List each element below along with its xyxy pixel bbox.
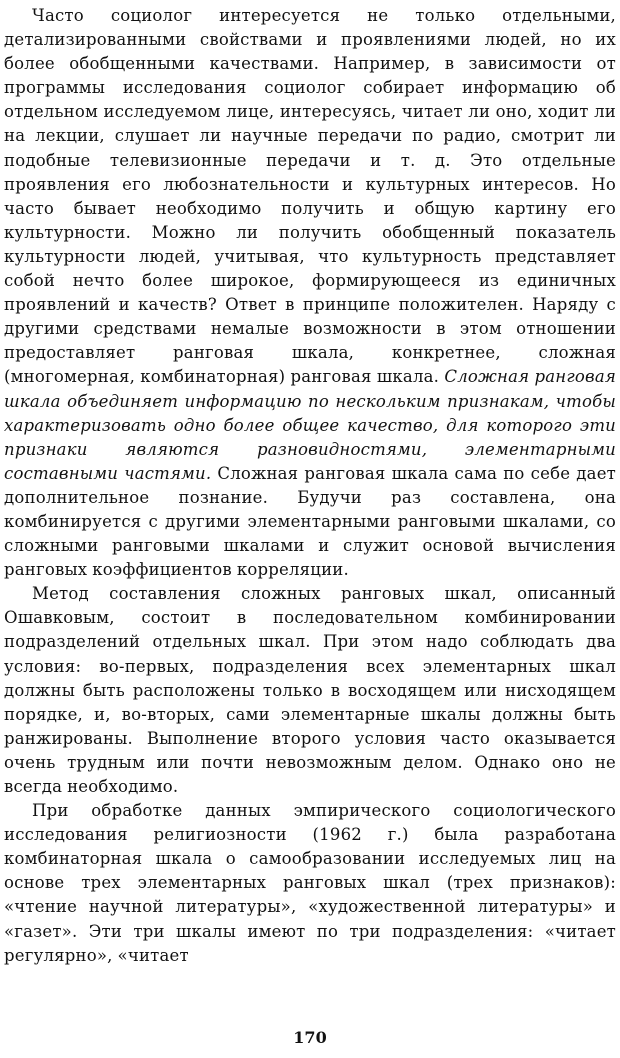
page-number: 170 (293, 1028, 327, 1047)
paragraph-2: Метод составления сложных ранговых шкал, описанный Ошавковым, состоит в последовательном комбинировании подразделений отдельных шкал. При этом надо соблюдать два условия: во-первых, подразделения всех элементарных шкал должны быть расположены только в восходящем или нисходящем порядке, и, во-вторых, сами элементарные шкалы должны быть ранжированы. Выполнение второго условия часто оказывается очень трудным или почти невозможным делом. Однако оно не всегда необходимо. (4, 584, 616, 796)
paragraph-1 (4, 4, 616, 582)
paragraph-1-text-start: Часто социолог интересуется не только отдельными, детализированными свойствами и проявлениями людей, но их более обобщенными качествами. Например, в зависимости от программы исследования социолог собирает информацию об отдельном исследуемом лице, интересуясь, читает ли оно, ходит ли на лекции, слушает ли научные передачи по радио, смотрит ли подобные телевизионные передачи и т. д. Это отдельные проявления его любознательности и культурных интересов. Но часто бывает необходимо получить и общую картину его культурности. Можно ли получить обобщенный показатель культурности людей, учитывая, что культурность представляет собой нечто более широкое, формирующееся из единичных проявлений и качеств? Ответ в принципе положителен. Наряду с другими средствами немалые возможности в этом отношении предоставляет ранговая шкала, конкретнее, сложная (многомерная, комбинаторная) ранговая шкала. (4, 6, 616, 387)
paragraph-3: При обработке данных эмпирического социологического исследования религиозности (1962 г.) была разработана комбинаторная шкала о самообразовании исследуемых лиц на основе трех элементарных ранговых шкал (трех признаков): «чтение научной литературы», «художественной литературы» и «газет». Эти три шкалы имеют по три подразделения: «читает регулярно», «читает (4, 801, 616, 965)
definition-italic: Сложная ранговая шкала объединяет информацию по нескольким признакам, чтобы характеризовать одно более общее качество, для которого эти признаки являются разновидностями, элементарными составными частями. (4, 367, 616, 483)
paragraph-1-text-end: Сложная ранговая шкала сама по себе дает дополнительное познание. Будучи раз составлена, она комбинируется с другими элементарными ранговыми шкалами, со сложными ранговыми шкалами и служит основой вычисления ранговых коэффициентов корреляции. (4, 463, 616, 580)
body-text (4, 4, 616, 968)
